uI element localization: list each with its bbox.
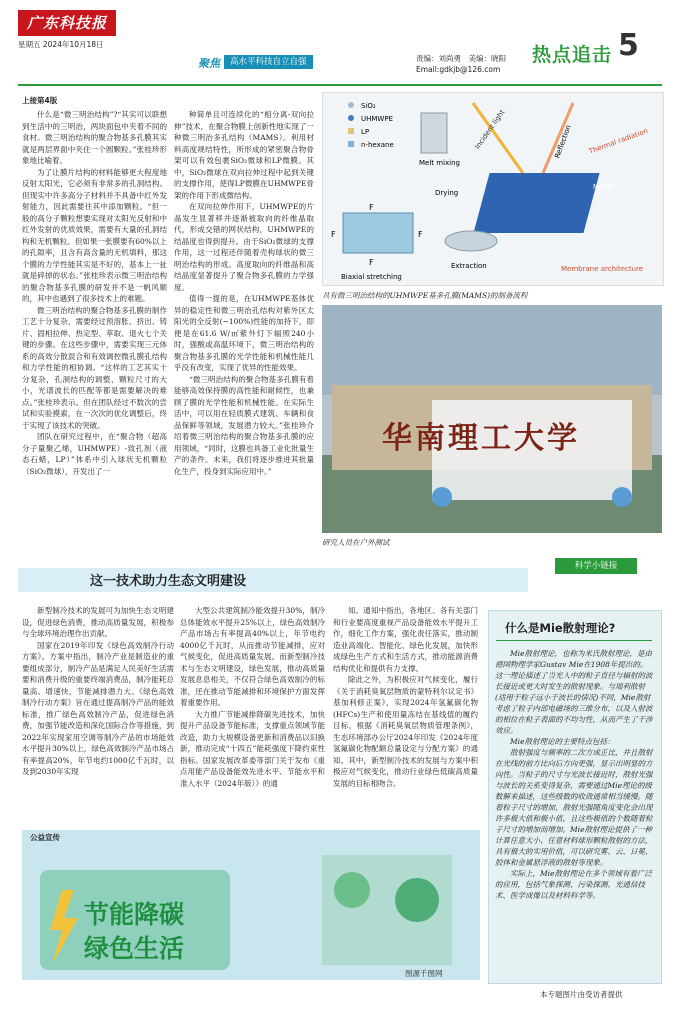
force-label: F bbox=[331, 230, 336, 239]
article-column-4 bbox=[180, 605, 325, 789]
legend-label: LP bbox=[361, 128, 370, 136]
force-label: F bbox=[418, 230, 423, 239]
tree-icon bbox=[395, 878, 439, 922]
paragraph: 大力推广节能减排降碳先进技术，加快提升产品设备节能标准，支撑重点领域节能改造，助力大规模设备更新和消费品以旧换新，推动完成“十四五”能耗强度下降约束性指标。国家发展改革委等部门关于发布《重点用能产品设备能效先进水平、节能水平和准入水平（2024年版）》的通 bbox=[180, 709, 325, 788]
paragraph: “微三明治结构的聚合物基多孔膜有着能够高效保持膜的高性能和耐候性，也兼顾了膜的光学性能和机械性能。在实际生活中，可以用在轻质膜式建筑、车辆和食品保鲜等领域，发展潜力较大。”张桂珍介绍着微三明治结构的聚合物基多孔膜的应用领域，“同时，这膜也具备工业化批量生产的条件。未来，我们将逐步推进其批量化生产，投身到实际应用中。” bbox=[174, 374, 314, 476]
sidebar-paragraph: Mie散射理论的主要特点包括： bbox=[510, 737, 615, 746]
legend-label: n-hexane bbox=[361, 141, 394, 149]
gloved-hand-icon bbox=[612, 487, 632, 507]
legend-sio2-icon bbox=[348, 102, 354, 108]
paragraph: 什么是“微三明治结构”?“其实可以联想到生活中的三明治，两块面包中夹着不同的食材。微三明治结构的聚合物基多孔膜其实就是两层界面中夹住一个圆颗粒。”张桂珍形象地比喻着。 bbox=[22, 110, 167, 165]
editor-info bbox=[416, 53, 506, 75]
stretching-sheet bbox=[343, 213, 413, 253]
force-label: F bbox=[369, 258, 374, 267]
editor-email: Email:gdkjb@126.com bbox=[416, 65, 501, 74]
legend-lp-icon bbox=[348, 128, 354, 134]
header-rule bbox=[18, 84, 662, 86]
ad-slogan-line-1: 节能降碳 bbox=[84, 900, 185, 929]
paragraph: 团队在研究过程中，在“聚合物（超高分子量聚乙烯，UHMWPE）-致孔剂（液态石蜡，LP）”体系中引入球状无机颗粒（SiO₂微球），开发出了一 bbox=[22, 432, 167, 476]
outdoor-test-photo bbox=[322, 305, 662, 533]
article-column-5 bbox=[333, 605, 478, 789]
membrane-process-figure bbox=[322, 92, 664, 286]
article-column-2 bbox=[174, 109, 314, 477]
force-label: F bbox=[369, 203, 374, 212]
legend-uhmwpe-icon bbox=[348, 115, 354, 121]
science-link-tab: 科学小链接 bbox=[555, 558, 637, 574]
step-label: Incident light bbox=[473, 108, 507, 151]
sidebar-text bbox=[495, 648, 653, 901]
focus-subtitle: 高水平科技自立自强 bbox=[224, 55, 313, 69]
sidebar-title: 什么是Mie散射理论? bbox=[505, 621, 616, 635]
step-label: Thermal radiation bbox=[587, 126, 650, 156]
paragraph: 值得一提的是，在UHMWPE基体优异的稳定性和微三明治孔结构对紫外区太阳光的全反射(~100%)性能的加持下，即便是在61.6 W/㎡紫外灯下辐照240小时，强酸或高温环境下，微三明治结构的聚合物基多孔膜的光学性能和机械性能几乎没有改变，实现了优异的性能效果。 bbox=[174, 294, 314, 372]
sidebar-paragraph: Mie散射理论，也称为米氏散射理论，是由德国物理学家Gustav Mie在1908年提出的。这一理论描述了当光入中的粒子直径与辐射的波长接近或更大时发生的散射现象。与瑞利散射(适用于粒子远小于波长的情况)不同，Mie散射考虑了粒子内部电磁场的三维分布，以及入射波的相位在粒子表面的不均匀性，从而产生了干涉效应。 bbox=[495, 649, 653, 735]
sidebar-rule bbox=[496, 640, 652, 641]
step-label: Melt mixing bbox=[419, 159, 460, 167]
step-label: Membrane architecture bbox=[561, 265, 644, 273]
ad-slogan-line-2: 绿色生活 bbox=[84, 934, 185, 963]
paragraph: 种简单且可连续化的“相分离-双向拉伸”技术，在聚合物膜上创新性地实现了一种微三明治多孔结构（MAMS）。利用材料高度规结特性，所形成的紧密聚合物骨架可以有效包裹SiO₂微球和LP微膜。其中，SiO₂微球在双向拉伸过程中起到关键的支撑作用，使得LP微膜在UHMWPE骨架的作用下形成微结构。 bbox=[174, 110, 314, 200]
membrane-block bbox=[473, 173, 599, 233]
sidebar-paragraph: 散射强度与频率的二次方成正比，并且散射在光线的前方比向后方向更强，显示出明显的方向性。当粒子的尺寸与光波长接近时，散射光强与波长的关系变得复杂，需要通过Mie理论的级数解来描述，这些级数的收敛通常相当缓慢。随着粒子尺寸的增加，散射光强随角度变化会出现许多极大值和极小值，且这些极值的个数随着粒子尺寸的增加而增加。Mie散射理论提供了一种计算任意大小、任意材料球形颗粒散射的方法，具有极大的实用价值，可以研究雾、云、日冕、胶体和金属悬浮液的散射等现象。 bbox=[495, 748, 653, 867]
paragraph: 知。通知中指出，各地区、各有关部门和行业要高度重视产品设备能效水平提升工作，细化工作方案，强化责任落实，推动制造业高端化、智能化、绿色化发展，加快形成绿色生产方式和生活方式，推动能源消费结构优化和提供有力支撑。 bbox=[333, 606, 478, 673]
paragraph: 在双向拉伸作用下，UHMWPE的片晶发生显著移并逐渐被取向的纤维晶取代，形成交错的网状结构，UHMWPE的结晶度也得到提升。由于SiO₂微球的支撑作用，这一过程还伴随着壳构球状的微三明治结构的形成。高度取向的纤维晶和高结晶度显著提升了聚合物多孔膜的力学强度。 bbox=[174, 202, 314, 292]
sidebar-paragraph: 实际上，Mie散射理论在多个领域有着广泛的应用，包括气象探测、污染探测、光通信技术、医学成像以及材料科学等。 bbox=[495, 869, 653, 900]
ad-image-credit: 图源千图网 bbox=[405, 969, 443, 978]
focus-tag: 聚焦 bbox=[198, 57, 220, 70]
paragraph: 除此之外，为积极应对气候变化，履行《关于消耗臭氧层物质的蒙特利尔议定书》基加利修正案》，实现2024年氢氟碳化物(HFCs)生产和使用量冻结在基线值的履约目标，根据《消耗臭氧层物质管理条例》，生态环境部办公厅2024年印发《2024年度氢氟碳化物配额总量设定与分配方案》的通知。其中，新型制冷技术的发展与方案中积极应对气候变化，推动行业绿色低碳高质量发展的目标相吻合。 bbox=[333, 675, 478, 788]
article-column-3 bbox=[22, 605, 174, 778]
paragraph: 为了让膜片结构的材料能够更大程度地反射太阳光，它必须有非常多的孔洞结构。但现实中许多高分子材料并不具备中红外发射能力，因此需要往其中添加颗粒。“但一般的高分子颗粒想要实现对太阳光反射和中红外发射的优质效果，需要有大量的孔洞结构和无机颗粒。但如果一张膜要有60%以上的孔隙率，且含有高含量的无机填料，那这个膜的力学性能其实是不好的，基本上一扯就是碎掉的状态。”张桂珍表示微三明治结构的聚合物基多孔膜的研发并不是一帆风顺的，其中也遇到了很多技术上的难题。 bbox=[22, 167, 167, 303]
article-column-1 bbox=[22, 109, 167, 477]
paragraph: 新型制冷技术的发展可为加快生态文明建设，促进绿色消费，推动高质量发展，积极参与全球环境治理作出贡献。 bbox=[22, 606, 174, 638]
sky-trees bbox=[322, 305, 662, 395]
legend-label: SiO₂ bbox=[361, 102, 376, 110]
section-name: 热点追击 bbox=[532, 44, 613, 66]
extraction-dish bbox=[445, 231, 497, 251]
tree-icon bbox=[334, 872, 370, 908]
page-number: 5 bbox=[618, 28, 639, 63]
figure-caption: 具有微三明治结构的UHMWPE基多孔膜(MAMS)的制备流程 bbox=[322, 291, 528, 300]
step-label: MAMS bbox=[593, 183, 615, 191]
photo-credit-footer: 本专题图片由受访者提供 bbox=[540, 990, 623, 999]
issue-date: 星期五 2024年10月18日 bbox=[18, 40, 104, 49]
section-title: 这一技术助力生态文明建设 bbox=[90, 574, 247, 589]
figure-caption: 研究人员在户外测试 bbox=[322, 538, 390, 547]
step-label: Drying bbox=[435, 189, 459, 197]
ad-label: 公益宣传 bbox=[30, 833, 60, 842]
paragraph: 大型公共建筑制冷能效提升30%，制冷总体能效水平提升25%以上，绿色高效制冷产品市场占有率提高40%以上，年节电约4000亿千瓦时，从而推动节能减排，应对气候变化，促进高质量发展。而新型制冷技术与生态文明建设，绿色发展，推动高质量发展息息相关，不仅符合绿色高效制冷的标准，还在推动节能减排和环境保护方面发挥着重要作用。 bbox=[180, 606, 325, 707]
step-label: Biaxial stretching bbox=[341, 273, 402, 281]
paragraph: 微三明治结构的聚合物基多孔膜的制作工艺十分复杂，需要经过预溶胀、挤出、铸片、固相拉伸、热定型、萃取、退火七个关键的步骤。在这些步骤中，需要实现三元体系的高效分散混合和有效调控微孔膜孔结构和力学性能的相协调。“这样的工艺其实十分复杂，孔洞结构的调整、颗粒尺寸的大小，光谱波长的匹配等都是需要解决的难点。”张桂珍表示。但在团队经过不数次的尝试和实验摸索，在一次次的优化调整后，终于实现了该技术的突破。 bbox=[22, 305, 167, 430]
legend-hexane-icon bbox=[348, 141, 354, 147]
legend-label: UHMWPE bbox=[361, 115, 393, 123]
continued-label: 上接第4版 bbox=[22, 96, 58, 105]
university-sign: 华南理工大学 bbox=[382, 421, 580, 456]
step-label: Extraction bbox=[451, 262, 487, 270]
gloved-hand-icon bbox=[432, 487, 452, 507]
paragraph: 国家在2019年印发《绿色高效制冷行动方案》。方案中指出，制冷产业是制造业的重要组成部分，制冷产品是满足人民美好生活需要和消费升级的重要终端消费品，制冷能耗总量高、增速快，节能减排潜力大。《绿色高效制冷行动方案》旨在通过提高制冷产品的能效标准，推广绿色高效制冷产品，促进绿色消费，加强节能改造和深化国际合作等措施，到2022年实现家用空调等制冷产品的市场能效水平提升30%以上，绿色高效制冷产品市场占有率提高20%，年节电约1000亿千瓦时，以及到2030年实现 bbox=[22, 640, 174, 776]
step-label: Reflection bbox=[553, 123, 573, 160]
beaker-icon bbox=[421, 113, 447, 153]
editor-names: 责编：刘尚勇 美编：晓阳 bbox=[416, 54, 506, 63]
newspaper-logo: 广东科技报 bbox=[18, 10, 116, 36]
